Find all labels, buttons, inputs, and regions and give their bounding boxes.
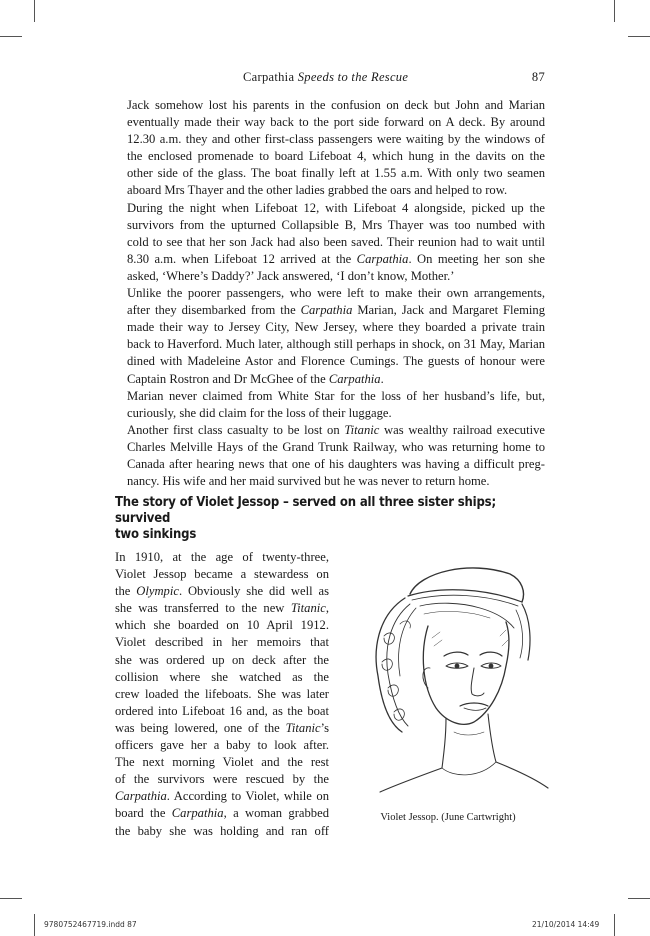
text-run: , a woman grabbed [223,806,329,821]
text-run: ’s [320,720,329,735]
text-run: , [325,601,329,616]
text-line [115,652,329,669]
text-run: made their way to Jersey City, New Jersey, where they boarded a private train [127,320,545,335]
section-heading-line: The story of Violet Jessop – served on all three sister ships; survived [115,495,496,526]
text-line [115,686,329,703]
text-line [115,703,329,720]
portrait-sketch-icon [350,556,550,796]
text-run: Jack somehow lost his parents in the confusion on deck but John and Marian [127,98,545,112]
text-line [115,302,545,319]
crop-mark-bottom-left-h [0,898,22,899]
text-line [115,720,329,737]
text-line [115,754,329,771]
text-run: the enclosed promenade to board Lifeboat 4, which hung in the davits on the [127,149,545,164]
text-run: nancy. His wife and her maid survived but he was never to return home. [127,474,490,489]
crop-mark-bottom-left-v [34,914,35,936]
text-run: asked, ‘Where’s Daddy?’ Jack answered, ‘I don’t know, Mother.’ [127,268,455,283]
text-run: ordered into Lifeboat 16 and, as the boat [115,703,329,718]
text-line [115,217,545,234]
text-run: back to Haverford. Much later, although still perhaps in shock, on 31 May, Marian [127,337,545,352]
text-line [115,549,329,566]
italic-text: Carpathia [328,371,381,386]
text-line [115,268,545,285]
text-run: During the night when Lifeboat 12, with Lifeboat 4 alongside, picked up the [127,200,545,215]
text-run: In 1910, at the age of twenty-three, [115,550,329,564]
text-run: 12.30 a.m. they and other first-class passengers were waiting by the windows of [127,132,545,147]
text-line [115,97,545,114]
crop-mark-top-left-v [34,0,35,22]
text-line [115,634,329,651]
paragraph [115,200,545,285]
text-line [115,234,545,251]
text-line [115,600,329,617]
text-line [115,805,329,822]
text-line [115,566,329,583]
italic-text: Carpathia [115,789,167,804]
text-line [115,788,329,805]
text-line [115,114,545,131]
text-line [115,771,329,788]
text-run: The next morning Violet and the rest [115,755,329,770]
text-line [115,388,545,405]
text-run: Violet Jessop became a stewardess on [115,567,329,582]
crop-mark-top-right-h [628,36,650,37]
text-run: the baby she was holding and ran off [115,823,329,838]
text-run: the [115,584,137,599]
text-run: 8.30 a.m. when Lifeboat 12 arrived at the [127,251,357,266]
italic-text: Titanic [344,422,380,437]
paragraph [115,388,545,422]
paragraph [115,422,545,490]
text-run: other side of the glass. The boat finally left at 1.55 a.m. With only two seamen [127,166,545,181]
body-text [115,97,545,490]
paragraph [115,97,545,200]
text-run: curiously, she did claim for the loss of their luggage. [127,405,392,420]
text-run: eventually made their way back to the port side forward on A deck. By around [127,115,545,130]
text-line [115,131,545,148]
text-line [115,583,329,600]
text-run: Another first class casualty to be lost on [127,422,345,437]
text-run: dined with Madeleine Astor and Florence Cumings. The guests of honour were [127,354,545,369]
text-run: Marian never claimed from White Star for the loss of her husband’s life, but, [127,388,545,403]
section-heading [115,495,511,543]
text-run: board the [115,806,172,821]
text-line [115,182,545,199]
text-line [115,669,329,686]
italic-text: Carpathia [171,806,224,821]
text-run: was wealthy railroad executive [379,422,545,437]
text-run: after they disembarked from the [127,303,301,318]
text-run: she was transferred to the new [115,601,291,616]
text-run: aboard Mrs Thayer and the other ladies grabbed the oars and helped to row. [127,183,508,198]
text-run: . [380,371,384,386]
italic-text: Titanic [290,601,326,616]
text-run: crew loaded the lifeboats. She was later [115,686,329,701]
text-line [115,285,545,302]
text-run: survivors from the upturned Collapsible B, Mrs Thayer was too numbed with [127,217,545,232]
text-run: . On meeting her son she [408,251,545,266]
text-line [115,456,545,473]
text-run: Charles Melville Hays of the Grand Trunk Railway, who was returning home to [127,439,545,454]
text-run: Canada after hearing news that one of his daughters was having a difficult preg- [127,456,545,471]
figure-caption: Violet Jessop. (June Cartwright) [380,812,516,823]
crop-mark-top-left-h [0,36,22,37]
text-line [115,422,545,439]
text-run: Unlike the poorer passengers, who were left to make their own arrangements, [127,286,545,301]
text-line [115,439,545,456]
text-line [115,371,545,388]
crop-mark-top-right-v [614,0,615,22]
italic-text: Carpathia [300,303,353,318]
text-run: . According to Violet, while on [166,789,329,804]
italic-text: Carpathia [356,251,409,266]
slug-datetime: 21/10/2014 14:49 [532,920,600,929]
column-text [115,549,329,840]
text-run: of the survivors were rescued by the [115,772,329,787]
text-run: Marian, Jack and Margaret Fleming [352,303,545,318]
text-run: officers gave her a baby to look after. [115,738,329,753]
text-run: Violet described in her memoirs that [115,635,329,650]
italic-text: Titanic [285,720,321,735]
slug-file: 9780752467719.indd 87 [44,920,137,929]
text-line [115,353,545,370]
text-line [115,251,545,268]
page-number: 87 [531,70,545,84]
crop-mark-bottom-right-h [628,898,650,899]
text-run: collision where she watched as the [115,669,329,684]
paragraph [115,285,545,388]
text-line [115,473,545,490]
section-heading-line: two sinkings [115,527,197,542]
text-run: cold to see that her son Jack had also been saved. Their reunion had to wait until [127,234,545,249]
text-line [115,737,329,754]
crop-mark-bottom-right-v [614,914,615,936]
text-line [115,617,329,634]
text-line [115,319,545,336]
text-line [115,823,329,840]
text-run: which she boarded on 10 April 1912. [115,618,329,633]
text-line [115,336,545,353]
text-line [115,405,545,422]
text-run: Captain Rostron and Dr McGhee of the [127,371,329,386]
text-run: . Obviously she did well as [178,584,329,599]
text-line [115,165,545,182]
text-run: was being lowered, one of the [115,720,286,735]
italic-text: Olympic [136,584,179,599]
text-line [115,200,545,217]
text-line [115,148,545,165]
running-title: Carpathia Speeds to the Rescue [243,70,409,84]
text-run: she was ordered up on deck after the [115,652,329,667]
